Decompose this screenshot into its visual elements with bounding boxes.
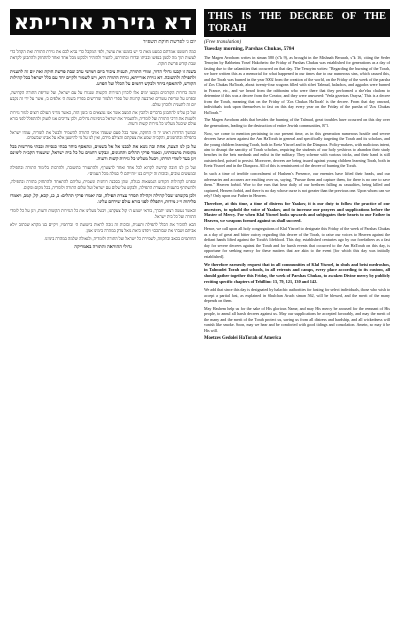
english-paragraph: The Magen Avrohom adds that besides the burning of the Talmud, great troubles have occurred on this day over the generations, leading to the destruction of entire Jewish communities, R"l.: [204, 117, 390, 128]
english-paragraph: Now, we come to mention pertaining to our present time, as in this generation numerous hostile and severe decrees have arisen against the Am HaTorah in general and specifically targeting the Torah and its scholars, and the young children learning Torah, both in Eretz Yisroel and in the Diaspora. Policy-makers, with malicious intent, aim to disrupt the sanctity of Torah scholars, requiring the students of our holy yeshivos to abandon their study benches in the beis medrash and enlist in the military. They scheme with various tricks, and their hand is still outstretched, poised to persist. Moreover, decrees are being issued against young children learning Torah, both in Eretz Yisroel and in the Diaspora. All of this is reminiscent of the decree of burning the Torah.: [204, 130, 390, 169]
hebrew-paragraph: החותמים בכאב ובתקווה, לשמירת כל ישראל ועל התורה ולומדיה, ולגאולה שלמה במהרה בימינו.: [43, 236, 196, 242]
hebrew-paragraph: על כן לנו הצעה, אחת ובה נשא את לבבנו אל אל בשמים, ונתאסף ביחד בבתי כנסיות ובבתי מדרשות בכל מקומות מושבותינו, ונאמר פרקי תהלים ותחנונים, ונבקש רחמים על כל בית ישראל, שיעמוד הקב״ה לימינם ויגן בעד לומדי תורתו, ויבטל מעלינו כל גזירות קשות ורעות.: [10, 143, 196, 162]
hebrew-paragraph: ולכן בקשתנו שכל קהילה וקהילה תסדר עצרת תפילה, ובה יאמרו פרקי תהלים: כ, כג, קכא, קל, קמב, ויאמרו סליחות וי״ג מידות, ויתפללו לפני בורא עולם שירחם עלינו.: [10, 193, 196, 205]
hebrew-paragraph: בשנה זו קבעו גדולי הדור, ומורי התורה, תענית ציבור ביום חמישי ערב שבת פרשת חוקת ואת יום זה לתענית ולתפילה ולתשובה. דא גזירת אורייתא, גזירת התורה היא, ויש לשמור ולקיים יחד עם כלל ישראל בכל קהילות הקודש, להתאסף ביחד ולבקש רחמים על הכלל ועל הפרט.: [10, 68, 196, 87]
english-body: [204, 55, 390, 333]
hebrew-body: [10, 49, 196, 242]
english-title: THIS IS THE DECREE OF THE TORAH: [204, 9, 390, 37]
hebrew-paragraph: ועל כן לנו חובה קדושה לקרוא לכל אחד ואחד להצטרף, ולהתעורר בתשובה, ולהרבות בלימוד התורה ובתפילה ובמעשים טובים, ובזכות זה יקויים בנו ״והייתם לי סגולה מכל העמים״.: [10, 165, 196, 176]
english-signature: Moetzes Gedolei HaTorah of America: [204, 335, 282, 341]
hebrew-paragraph: כמה חששנו אמרתם כמעט מאת כי יש בזמננו את עושר, ולפי המקבל כדי נביא לכם את גזירת התורה ואת הקהל כדי לעשות תוך מה לסמן בנפשו ובביתו ובדורו ובתורתנו, להעיר ולהזהיר ולבקש מכל אחד ואחד להתחזק ולהתכונן לקראת שבת קודש פרשת חוקת.: [10, 49, 196, 66]
english-date: Tuesday morning, Parshas Chukas, 5784: [204, 46, 295, 52]
hebrew-paragraph: הבא להזכיר את הכלל לתפילה ותענית, ובזכות זה נזכה לראות בישועת ה׳ וברחמיו, ויקיים בנו מקרא שכתוב ״ולא אביתם ושבתי את שבותכם״ ויפדנו ביאת גואל צדק במהרה בימינו אמן.: [10, 222, 196, 234]
hebrew-paragraph: וכאשר נעשה רצונו יתברך, בודאי ישמע ה׳ קול צעקתנו, ויבטל מעלינו את כל הגזירות הקשות ורעות, ויגן על כל לומדי התורה ועל כל בית ישראל.: [10, 208, 196, 219]
hebrew-date: יום ג׳ לפרשת חוקת תשפ״ד: [143, 39, 196, 45]
hebrew-title: דא גזירת אורייתא: [10, 9, 196, 35]
hebrew-signature: גדולי ההוראה והתורה באמריקה: [74, 244, 132, 250]
hebrew-paragraph: ובפרט לקהילות הקודש הנמצאות בגולה, שהן בסכנה רוחנית וגשמית, עליהם להתאחד ולהתחזק בתורה ובתפילה, ולהשתתף בתענית ובעצרת התפילה, ולבקש על שלום עם ישראל ועל שלום התורה ולומדיה, בכל מקום ומקום.: [10, 179, 196, 190]
english-paragraph: We add that since this day is designated by halachic authorities for fasting for select individuals, those who wish to accept a partial fast, as explained in Shulchan Aruch siman 562, will be blessed, and the merit of the many depends on them.: [204, 287, 390, 304]
hebrew-paragraph: ובמשך הדורות ראינו יד ה׳ החזקה, אשר בכל פעם שעמדו אויבי התורה להשמיד ולבטל את לומדיה, עמדו ישראל בתפילה ובתחנונים, והקב״ה שמע את צעקתם והצילם מידם, ואין לנו על מי להישען אלא על אבינו שבשמים.: [10, 129, 196, 141]
english-paragraph: Hence, we call upon all holy congregations of Klal Yisroel to designate this Friday of the week of Parshas Chukas as a day of great and bitter outcry regarding this decree of the Torah, to raise our voices to Heaven against the defiant hands lifted against the Torah's lifeblood. This day, established centuries ago by our forefathers as a fast day for severe decrees against the Torah and for harsh events that occurred to the Am HaTorah on this day, is opportune for seeking mercy for these matters that are akin to the event [for which this day was initially established].: [204, 226, 390, 259]
english-paragraph: We therefore earnestly request that in all communities of Klal Yisroel, in shuls and beisi medroshos, in Talmudei Torah and schools, in all retreats and camps, every place according to its custom, all should gather together this Friday, the week of Parshas Chukas, to awaken Divine mercy by publicly reciting specific chapters of Tehillim: 13, 79, 121, 130 and 142.: [204, 261, 390, 284]
hebrew-paragraph: והנה בדורות הקודמים נקבעו ימים אלו לזכרון הגזירות הקשות שנגזרו על עם ישראל, ועל שריפת התורה הקדושה, ובפרט על שריפת עשרים וארבעה קרונות של ספרי תלמוד ומדרשים בפריז בשנת ה׳ אלפים ב׳, אשר על ידי זה נקבע יום זה לתענית ולזכרון עולם.: [10, 90, 196, 107]
english-subtitle: (Free translation): [204, 39, 242, 45]
english-paragraph: May Hashem help us for the sake of His glorious Name, and may His mercy be aroused for the remnant of His people, to annul all harsh decrees against us. May our supplications be accepted favorably, and may the merit of the many and the merit of the Torah protect us, saving us from all distress and hardship, and all wickedness will vanish like smoke. Soon, may we hear and be comforted with good tidings and consolation. Amein, so may it be His will.: [204, 305, 390, 333]
english-paragraph: Therefore, at this time, a time of distress for Yaakov, it is our duty to follow the practice of our ancestors, to uphold the voice of Yaakov, and to increase our prayers and supplications before the Master of Mercy. For when Klal Yisroel looks upwards and subjugates their hearts to our Father in Heaven, we weapons formed against us shall succeed.: [204, 200, 390, 224]
hebrew-column: [10, 9, 196, 612]
english-paragraph: In such a time of terrible concealment of Hashem's Presence, our enemies have lifted their heads, and our adversaries and accusers are exulting over us, saying, "Pursue them and capture them, for there is no one to save them." Heaven forbid. Woe to the ears that hear daily of our brethren falling as casualties, being killed and captured, Heaven forbid, and there is no day whose curse is not greater than the previous one. Upon whom can we rely? Only upon our Father in Heaven.: [204, 171, 390, 199]
hebrew-paragraph: ועל כן עלינו להתבונן בדברים ולהבין את המצב אשר אנו נמצאים בו בזמן הזה, כאשר מדיני העולם רוצים לגזור גזירות ולשנות את דרכי התורה ועל לומדיה, ולהעמיד את ישראל בניסיונות גדולים, ולכן צריכים אנו לזעוק ולהתפלל לפני בורא עולם שיבטל מעלינו כל גזירות קשות ורעות.: [10, 109, 196, 127]
english-column: [204, 9, 390, 612]
english-paragraph: The Magen Avrohom writes in siman 580 (s"k 9), as brought in the Mishnah Berurah, s"k 16, citing the Seder Tenoyim by Rabbeinu Yosef Hakohein: the Friday of Parshas Chukas was established for generations as a day of fasting due to the calamities that occurred on that day. The Tenoyim writes: "Regarding the burning of the Torah, we have written this as a memorial for what happened in our times due to our numerous sins, which caused this, and the Torah was burned in the year 5002 from the creation of the world, on the Friday of the week of the parsha of Zos Chukas HaTorah, about twenty-four wagons filled with sifrei Talmud, halachos, and aggados were burned in France, etc., and we heard from the rabbonim who were there that they performed a she'elas chalom to determine if this was a decree from the Creator, and they were answered: 'Veda gezeiras Oraysa,' This is a decree from the Torah, meaning that on the Friday of 'Zos Chukas HaTorah' is the decree. From that day onward, individuals took upon themselves to fast on this day every year on the Friday of the parsha of 'Zos Chukas HaTorah.'": [204, 55, 390, 115]
